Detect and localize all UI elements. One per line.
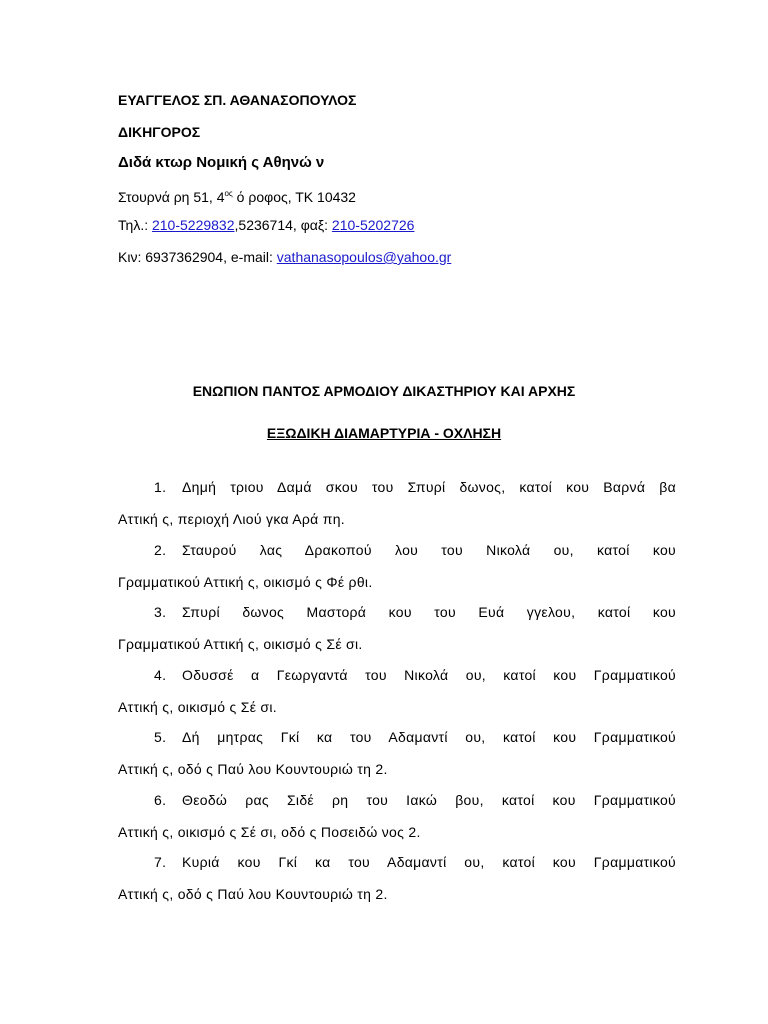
- list-item-line2: Γραμματικού Αττική ς, οικισμό ς Φέ ρθι.: [118, 574, 373, 590]
- list-item-number: 6.: [154, 792, 167, 808]
- lawyer-degree: Διδά κτωρ Νομική ς Αθηνώ ν: [118, 154, 325, 171]
- list-item-line2: Αττική ς, οδό ς Παύ λου Κουντουριώ τη 2.: [118, 886, 388, 902]
- fax-link[interactable]: 210-5202726: [331, 217, 415, 233]
- address-superscript: ος: [224, 189, 233, 198]
- list-item-line2: Γραμματικού Αττική ς, οικισμό ς Σέ σι.: [118, 636, 363, 652]
- list-item-text: Θεοδώ ρας Σιδέ ρη του Ιακώ βου, κατοί κου Γραμματικού: [182, 792, 676, 808]
- list-item-number: 2.: [154, 542, 167, 558]
- list-item-text: Δημή τριου Δαμά σκου του Σπυρί δωνος, κατοί κου Βαρνά βα: [182, 479, 676, 495]
- list-item-line2: Αττική ς, περιοχή Λιού γκα Αρά πη.: [118, 511, 346, 527]
- list-item-line1: [118, 478, 676, 496]
- list-item-line2: Αττική ς, οικισμό ς Σέ σι.: [118, 699, 277, 715]
- list-item-number: 7.: [154, 854, 167, 870]
- list-item-number: 1.: [154, 479, 167, 495]
- document-heading-text: ΕΞΩΔΙΚΗ ΔΙΑΜΑΡΤΥΡΙΑ - ΟΧΛΗΣΗ: [266, 425, 502, 441]
- list-item-line1: [118, 728, 676, 746]
- list-item-line2: Αττική ς, οδό ς Παύ λου Κουντουριώ τη 2.: [118, 761, 388, 777]
- phone-rest: ,5236714, φαξ:: [234, 217, 332, 233]
- list-item-text: Σπυρί δωνος Μαστορά κου του Ευά γγελου, κατοί κου: [182, 604, 676, 620]
- email-link[interactable]: vathanasopoulos@yahoo.gr: [276, 249, 452, 265]
- list-item-text: Σταυρού λας Δρακοπού λου του Νικολά ου, κατοί κου: [182, 542, 676, 558]
- address-suffix: ό ροφος, ΤΚ 10432: [232, 189, 356, 205]
- list-item-number: 5.: [154, 729, 167, 745]
- mobile-email-line: [118, 248, 451, 266]
- list-item-text: Οδυσσέ α Γεωργαντά του Νικολά ου, κατοί κου Γραμματικού: [182, 667, 676, 683]
- phone-label: Τηλ.:: [118, 217, 152, 233]
- list-item-text: Κυριά κου Γκί κα του Αδαμαντί ου, κατοί κου Γραμματικού: [182, 854, 676, 870]
- list-item-text: Δή μητρας Γκί κα του Αδαμαντί ου, κατοί κου Γραμματικού: [182, 729, 676, 745]
- list-item-line1: [118, 853, 676, 871]
- phone-link[interactable]: 210-5229832: [151, 217, 235, 233]
- address-line: [118, 185, 356, 206]
- list-item-line1: [118, 666, 676, 684]
- address-prefix: Στουρνά ρη 51, 4: [118, 189, 225, 205]
- list-item-line2: Αττική ς, οικισμό ς Σέ σι, οδό ς Ποσειδώ νος 2.: [118, 824, 421, 840]
- lawyer-name: ΕΥΑΓΓΕΛΟΣ ΣΠ. ΑΘΑΝΑΣΟΠΟΥΛΟΣ: [118, 92, 357, 108]
- document-heading: [0, 425, 768, 441]
- lawyer-title: ΔΙΚΗΓΟΡΟΣ: [118, 124, 201, 140]
- list-item-line1: [118, 791, 676, 809]
- list-item-line1: [118, 603, 676, 621]
- mobile-label: Κιν: 6937362904, e-mail:: [118, 249, 277, 265]
- phone-line: [118, 216, 414, 234]
- list-item-line1: [118, 541, 676, 559]
- list-item-number: 4.: [154, 667, 167, 683]
- addressee-heading: ΕΝΩΠΙΟΝ ΠΑΝΤΟΣ ΑΡΜΟΔΙΟΥ ΔΙΚΑΣΤΗΡΙΟΥ ΚΑΙ ΑΡΧΗΣ: [192, 383, 576, 399]
- list-item-number: 3.: [154, 604, 167, 620]
